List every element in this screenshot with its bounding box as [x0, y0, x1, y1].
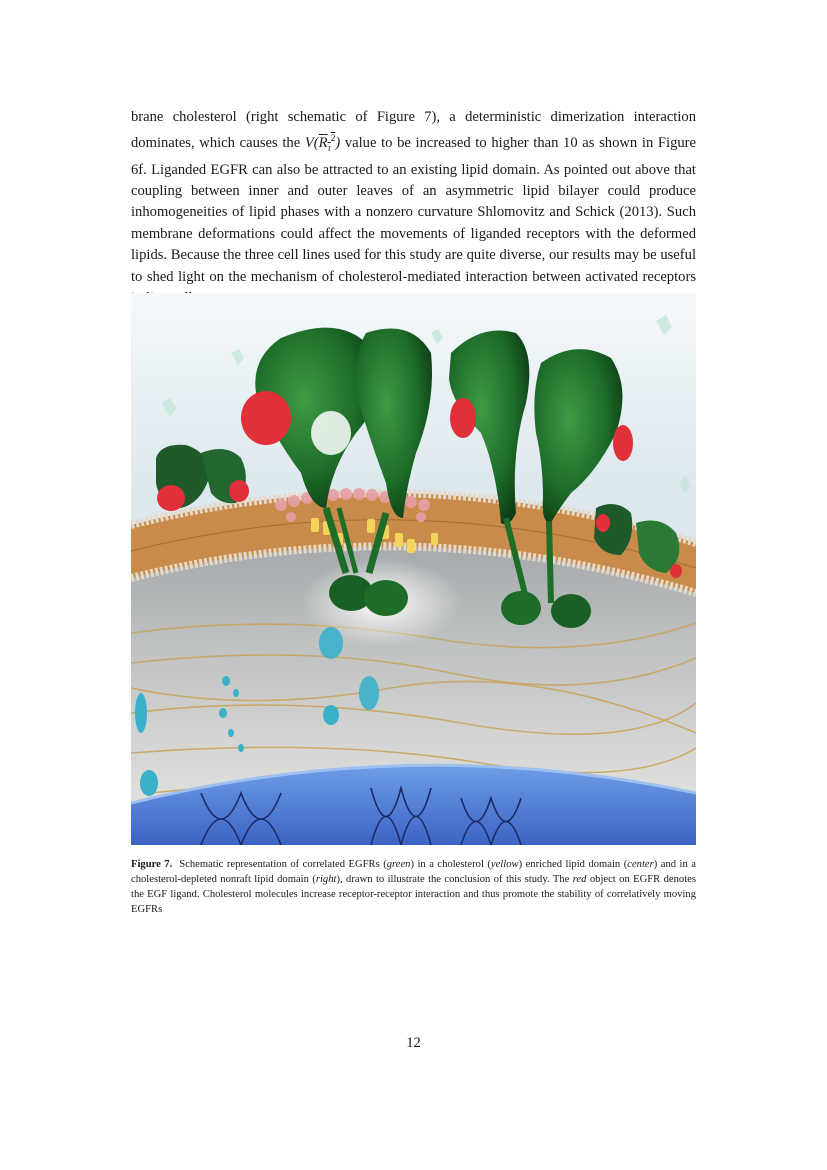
figure-label: Figure 7.: [131, 859, 173, 870]
figure-caption: [131, 857, 696, 917]
body-paragraph: [131, 107, 696, 309]
egfr-schematic-drawing: [131, 293, 696, 845]
caption-emphasis: green: [386, 859, 411, 870]
caption-segment: ) enriched lipid domain (: [518, 859, 628, 870]
math-superscript: 2: [330, 133, 336, 144]
math-subscript: τ: [327, 143, 331, 154]
caption-segment: object on EGFR denotes the EGF ligand. Cholesterol molecules increase receptor-receptor interaction and thus promote the stability of correlatively moving EGFRs: [131, 874, 696, 915]
caption-emphasis: right: [315, 874, 337, 885]
body-text-part1: brane cholesterol (right schematic of Figure 7), a deterministic dimerization interaction dominates, which causes the: [131, 109, 696, 152]
caption-emphasis: center: [627, 859, 654, 870]
caption-segment: ), drawn to illustrate the conclusion of this study. The: [336, 874, 573, 885]
caption-emphasis: red: [572, 874, 587, 885]
math-expression: $V(R_\tau^2)$: [304, 133, 341, 154]
page-number: 12: [406, 1035, 421, 1051]
caption-segment: ) and in a cholesterol-depleted nonraft lipid domain (: [131, 859, 696, 885]
caption-emphasis: yellow: [490, 859, 519, 870]
math-r: R: [318, 135, 328, 152]
math-r-bar: [318, 133, 336, 154]
caption-segment: Schematic representation of correlated EGFRs (: [179, 859, 387, 870]
caption-segment: ) in a cholesterol (: [410, 859, 491, 870]
figure-7-illustration: [131, 293, 696, 845]
body-text-part2: value to be increased to higher than 10 as shown in Figure 6f. Liganded EGFR can also be attracted to an existing lipid domain. As pointed out above that coupling between inner and outer leaves of an asymmetric lipid bilayer could produce inhomogeneities of lipid phases with a nonzero curvature Shlomovitz and Schick (2013). Such membrane deformations could affect the movements of liganded receptors with the deformed lipids. Because the three cell lines used for this study are quite diverse, our results may be useful to shed light on the mechanism of cholesterol-mediated interaction between activated receptors: [131, 135, 696, 285]
math-v: V: [304, 135, 314, 152]
